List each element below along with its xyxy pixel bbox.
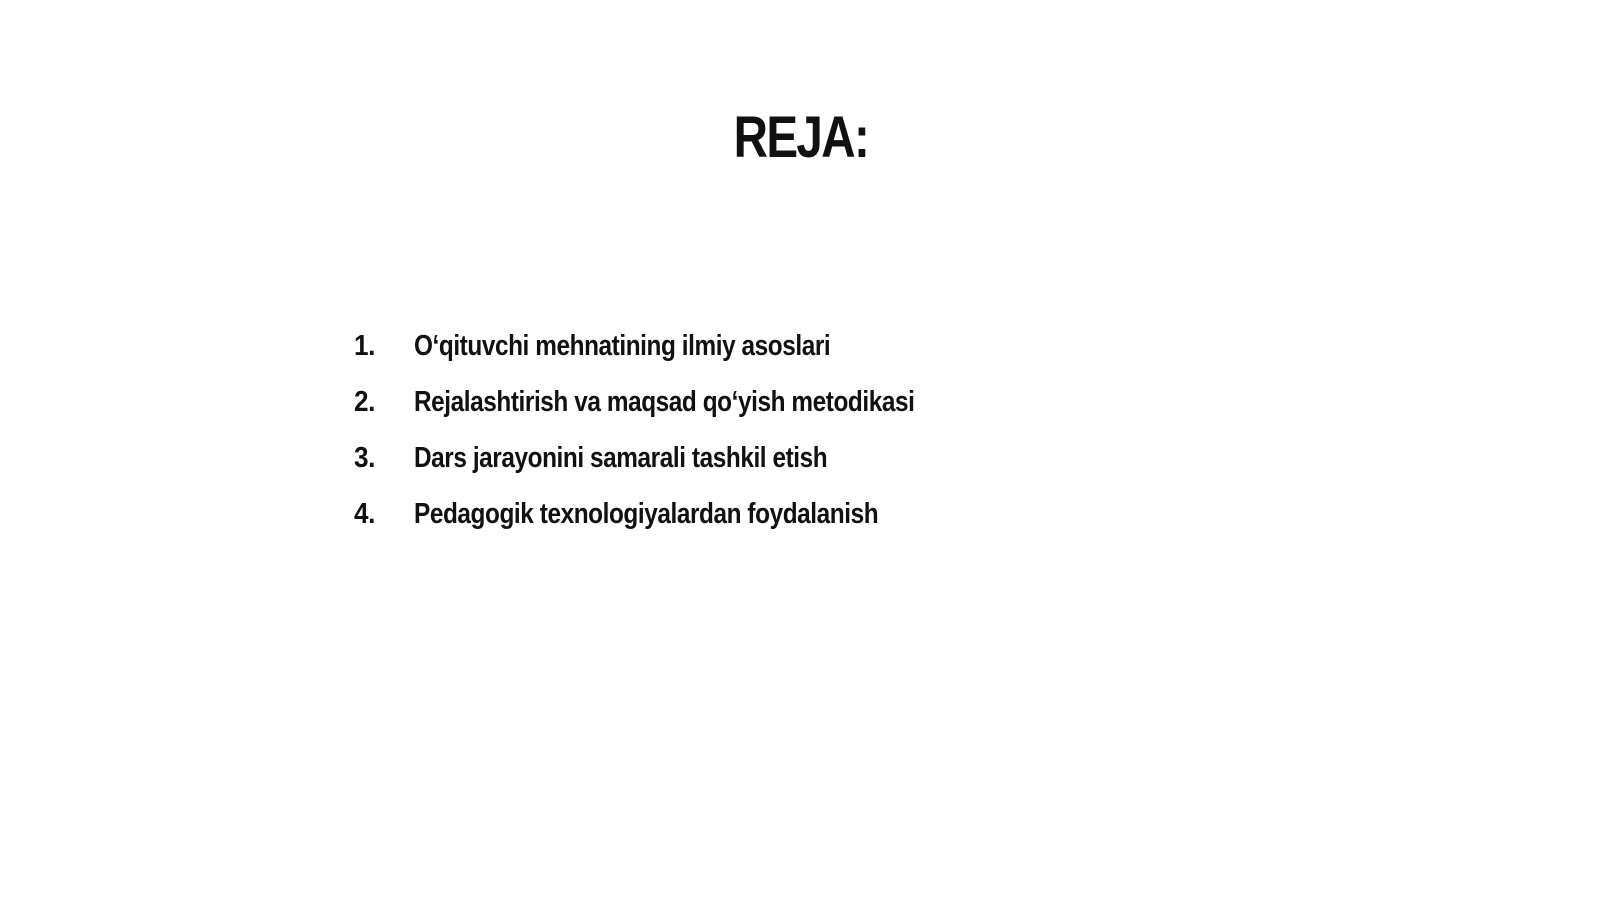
list-item bbox=[354, 442, 1010, 498]
list-item-text: O‘qituvchi mehnatining ilmiy asoslari bbox=[414, 330, 831, 362]
list-item bbox=[354, 386, 1010, 442]
list-item-text: Rejalashtirish va maqsad qo‘yish metodikasi bbox=[414, 386, 915, 418]
list-item-text: Pedagogik texnologiyalardan foydalanish bbox=[414, 498, 879, 530]
list-item-number: 2. bbox=[354, 386, 375, 418]
list-item-number: 4. bbox=[354, 498, 375, 530]
slide-title: REJA: bbox=[733, 105, 869, 170]
list-item bbox=[354, 330, 1010, 386]
list-item-number: 1. bbox=[354, 330, 375, 362]
list-item-number: 3. bbox=[354, 442, 375, 474]
list-item bbox=[354, 498, 1010, 554]
list-item-text: Dars jarayonini samarali tashkil etish bbox=[414, 442, 828, 474]
plan-list bbox=[354, 330, 1010, 554]
